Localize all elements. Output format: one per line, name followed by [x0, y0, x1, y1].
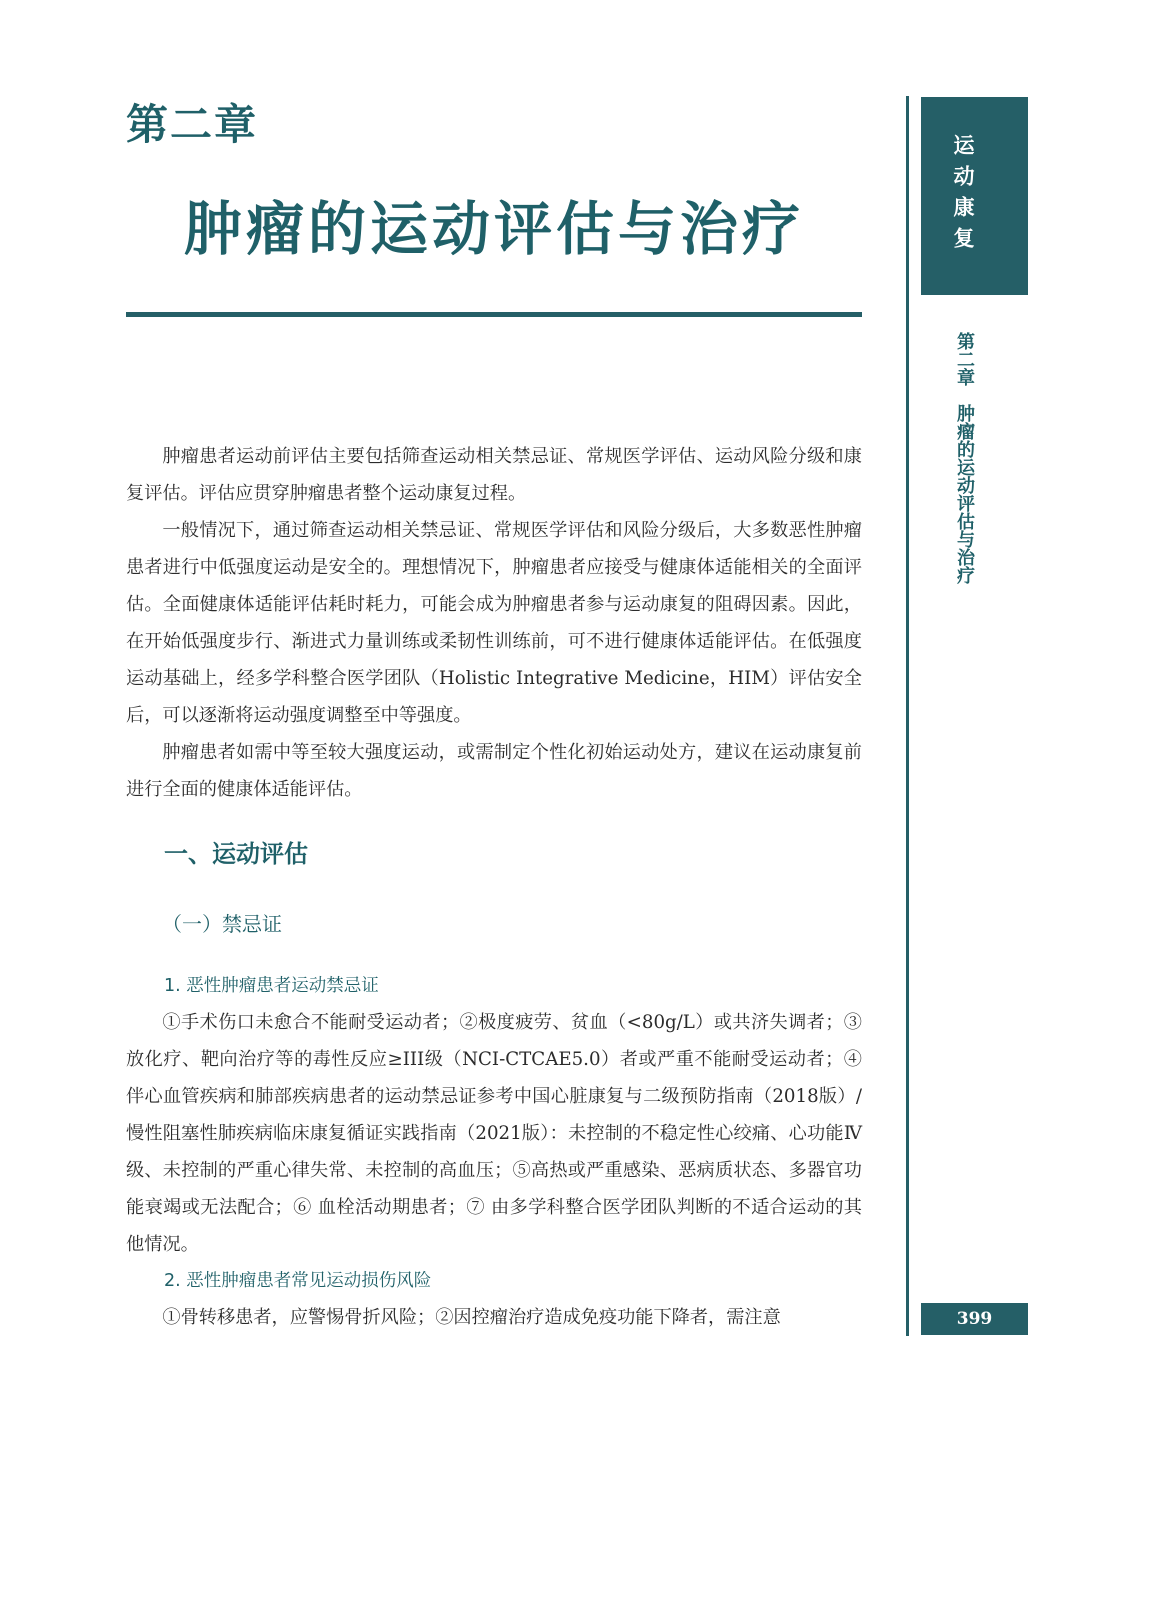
title-divider	[126, 312, 862, 317]
intro-paragraph-2: 一般情况下，通过筛查运动相关禁忌证、常规医学评估和风险分级后，大多数恶性肿瘤患者进行中低强度运动是安全的。理想情况下，肿瘤患者应接受与健康体适能相关的全面评估。全面健康体适能评估耗时耗力，可能会成为肿瘤患者参与运动康复的阻碍因素。因此，在开始低强度步行、渐进式力量训练或柔韧性训练前，可不进行健康体适能评估。在低强度运动基础上，经多学科整合医学团队（Holistic Integrative Medicine，HIM）评估安全后，可以逐渐将运动强度调整至中等强度。	[126, 520, 862, 726]
section-heading: 一、运动评估	[164, 839, 308, 868]
injury-risks-paragraph: ①骨转移患者，应警惕骨折风险；②因控瘤治疗造成免疫功能下降者，需注意	[162, 1307, 781, 1328]
sidebar-rule	[906, 96, 909, 1336]
sidebar-chapter-label: 第二章	[954, 332, 975, 386]
item-heading-contraindications: 1. 恶性肿瘤患者运动禁忌证	[164, 976, 379, 996]
page-number: 399	[956, 1309, 993, 1329]
item-heading-injury-risks: 2. 恶性肿瘤患者常见运动损伤风险	[164, 1271, 432, 1291]
contraindications-paragraph: ①手术伤口未愈合不能耐受运动者；②极度疲劳、贫血（<80g/L）或共济失调者；③放化疗、靶向治疗等的毒性反应≥III级（NCI-CTCAE5.0）者或严重不能耐受运动者；④伴心血管疾病和肺部疾病患者的运动禁忌证参考中国心脏康复与二级预防指南（2018版）/慢性阻塞性肺疾病临床康复循证实践指南（2021版）：未控制的不稳定性心绞痛、心功能Ⅳ级、未控制的严重心律失常、未控制的高血压；⑤高热或严重感染、恶病质状态、多器官功能衰竭或无法配合；⑥ 血栓活动期患者；⑦ 由多学科整合医学团队判断的不适合运动的其他情况。	[126, 1012, 862, 1255]
subsection-heading: （一）禁忌证	[162, 912, 282, 936]
chapter-label: 第二章	[126, 100, 259, 149]
intro-paragraph-1: 肿瘤患者运动前评估主要包括筛查运动相关禁忌证、常规医学评估、运动风险分级和康复评估。评估应贯穿肿瘤患者整个运动康复过程。	[126, 446, 862, 504]
sidebar-chapter-title: 肿瘤的运动评估与治疗	[954, 404, 975, 584]
intro-paragraph-3: 肿瘤患者如需中等至较大强度运动，或需制定个性化初始运动处方，建议在运动康复前进行全面的健康体适能评估。	[126, 742, 862, 800]
chapter-title: 肿瘤的运动评估与治疗	[183, 195, 804, 263]
body-content	[126, 438, 862, 1336]
sidebar-chapter-running-head	[950, 332, 976, 584]
sidebar-section-label: 运动康复	[951, 134, 975, 258]
page-number-box	[921, 1303, 1028, 1335]
